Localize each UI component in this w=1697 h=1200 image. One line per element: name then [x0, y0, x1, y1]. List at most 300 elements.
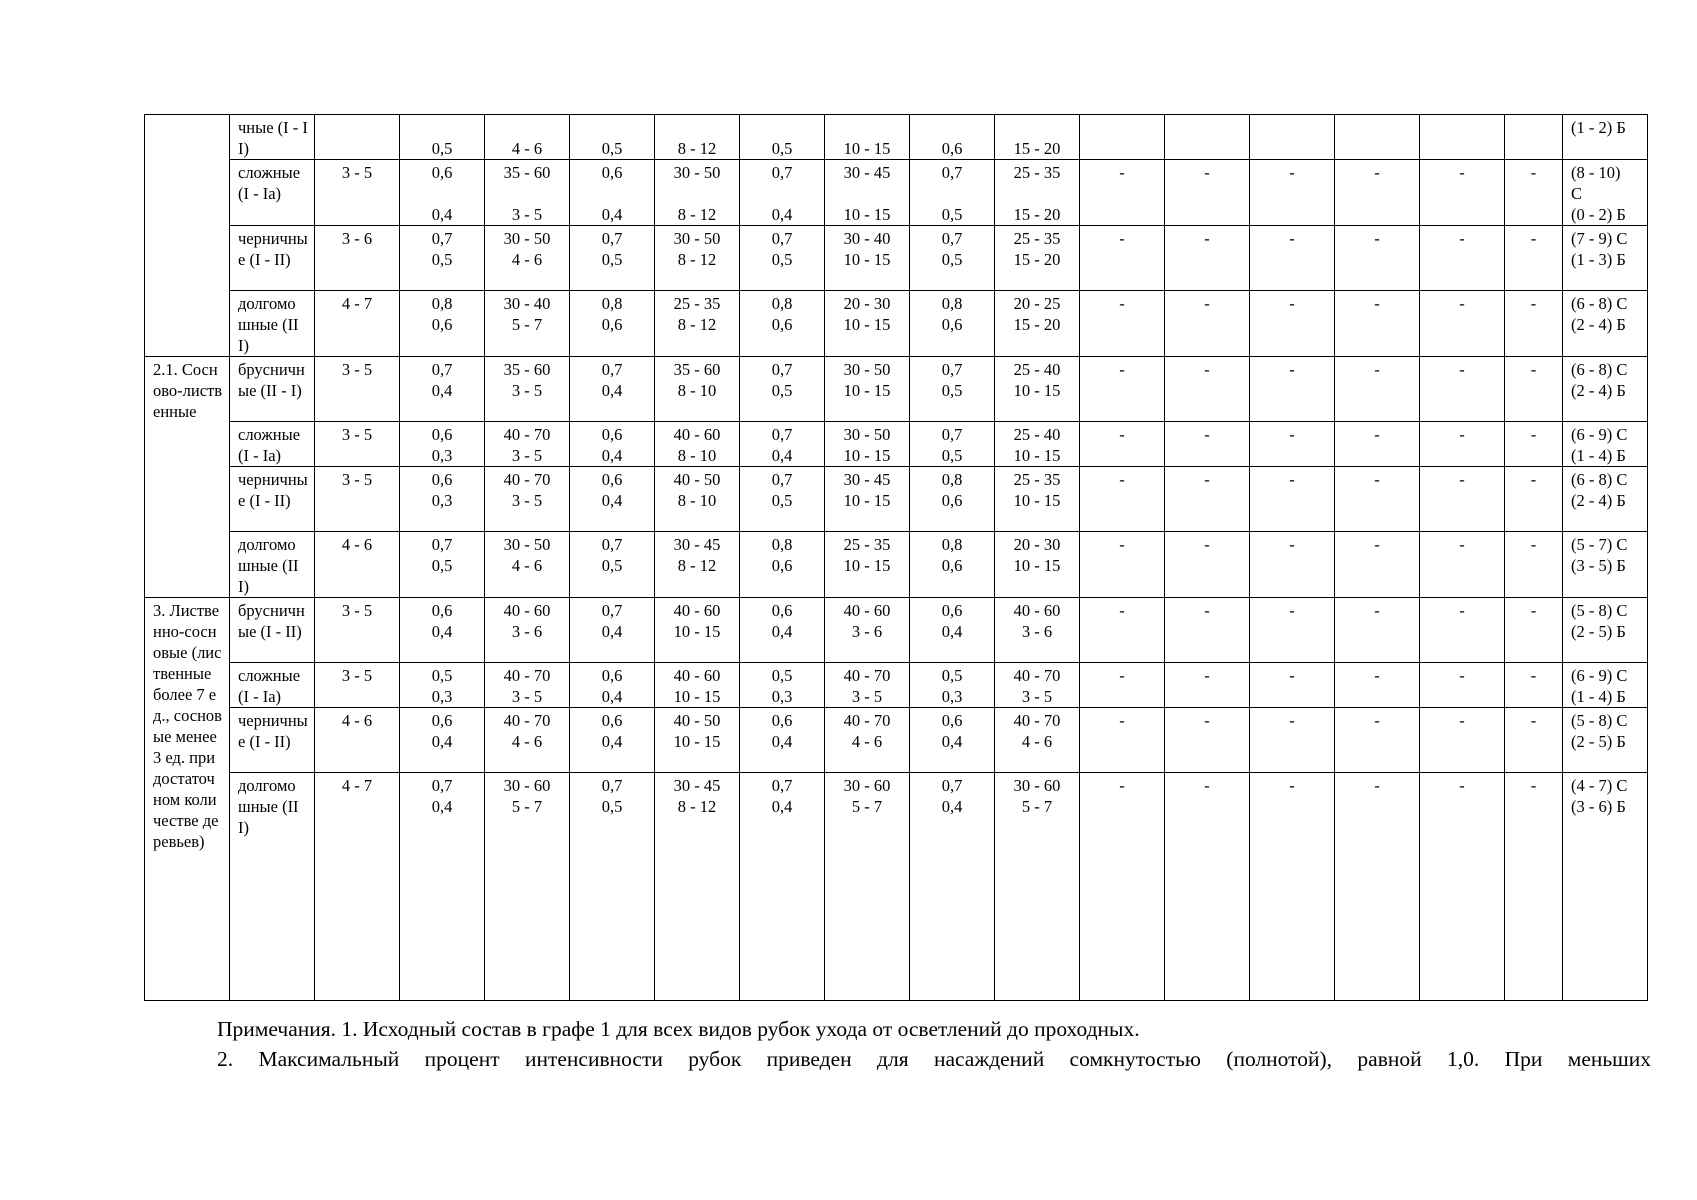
table-row [145, 357, 1697, 422]
dash-cell [1250, 160, 1335, 226]
cell-line: 40 - 70 [503, 666, 551, 685]
value-cell [570, 422, 655, 467]
cell-line: 3 - 6 [511, 622, 543, 641]
cell-line: 25 - 40 [1013, 360, 1061, 379]
dash-cell [1505, 467, 1563, 532]
cell-line: 40 - 70 [843, 711, 891, 730]
cell-line: 5 - 7 [851, 797, 883, 816]
age-cell [315, 708, 400, 773]
value-cell [400, 115, 485, 160]
composition-cell [1563, 226, 1648, 291]
dash-value: - [1204, 535, 1210, 554]
age-cell [315, 160, 400, 226]
forest-type-cell [230, 663, 315, 708]
value-cell [740, 291, 825, 357]
value-cell [740, 663, 825, 708]
dash-value: - [1530, 711, 1537, 730]
table-row [145, 467, 1697, 532]
cell-line: 35 - 60 [673, 360, 721, 379]
dash-cell [1505, 663, 1563, 708]
cell-line: (6 - 8) С [1571, 294, 1628, 313]
cell-line: 0,8 [941, 535, 963, 554]
dash-cell [1335, 115, 1420, 160]
value-cell [825, 422, 910, 467]
cell-line: 0,8 [431, 294, 453, 313]
cell-line [572, 117, 652, 138]
dash-value: - [1530, 360, 1537, 379]
value-cell [995, 422, 1080, 467]
value-cell [485, 422, 570, 467]
dash-value: - [1374, 425, 1380, 444]
cell-line: 0,6 [941, 556, 963, 575]
forest-type-cell [230, 115, 315, 160]
cell-line: (6 - 8) С [1571, 470, 1628, 489]
value-cell [400, 357, 485, 422]
age-value: 3 - 5 [341, 470, 373, 489]
cell-line: 0,6 [431, 470, 453, 489]
cell-line: 0,7 [771, 163, 793, 182]
note-line-1: Примечания. 1. Исходный состав в графе 1 для всех видов рубок ухода от осветлений до проходных. [217, 1017, 1140, 1041]
dash-value: - [1530, 601, 1537, 620]
composition-cell [1563, 663, 1648, 708]
cell-line: (2 - 4) Б [1571, 315, 1626, 334]
dash-cell [1505, 357, 1563, 422]
cell-line: (6 - 8) С [1571, 360, 1628, 379]
value-cell [740, 422, 825, 467]
cell-line: 0,4 [431, 797, 453, 816]
dash-value: - [1119, 776, 1125, 795]
cell-line [997, 117, 1077, 138]
cell-line: 40 - 70 [1013, 711, 1061, 730]
dash-cell [1165, 160, 1250, 226]
cell-line: 3 - 6 [1021, 622, 1053, 641]
value-cell [400, 773, 485, 1001]
dash-value: - [1119, 711, 1125, 730]
cell-line: (7 - 9) С [1571, 229, 1628, 248]
dash-cell [1250, 115, 1335, 160]
dash-value: - [1530, 229, 1537, 248]
cell-line: 8 - 10 [677, 381, 717, 400]
age-cell [315, 532, 400, 598]
dash-value: - [1530, 163, 1537, 182]
dash-cell [1165, 708, 1250, 773]
cell-line: 10 - 15 [843, 139, 891, 158]
cell-line: 15 - 20 [1013, 205, 1061, 224]
age-value: 4 - 7 [341, 776, 373, 795]
cell-line: 0,4 [771, 732, 793, 751]
cell-line: 0,6 [601, 425, 623, 444]
composition-cell [1563, 532, 1648, 598]
dash-cell [1165, 663, 1250, 708]
cell-line: 0,5 [431, 250, 453, 269]
dash-value: - [1374, 601, 1380, 620]
cell-line [742, 183, 822, 204]
cell-line: 0,5 [601, 250, 623, 269]
cell-line: 3 - 5 [511, 687, 543, 706]
cell-line: (1 - 4) Б [1571, 446, 1626, 465]
cell-line: 0,5 [771, 666, 793, 685]
cell-line: 8 - 12 [677, 315, 717, 334]
cell-line: 0,8 [771, 535, 793, 554]
cell-line: 8 - 12 [677, 205, 717, 224]
cell-line: 4 - 6 [511, 250, 543, 269]
value-cell [825, 160, 910, 226]
dash-cell [1165, 598, 1250, 663]
cell-line: 0,6 [431, 315, 453, 334]
age-value: 3 - 6 [341, 229, 373, 248]
dash-cell [1420, 115, 1505, 160]
dash-cell [1250, 357, 1335, 422]
age-cell [315, 226, 400, 291]
value-cell [570, 663, 655, 708]
cell-line: 0,5 [601, 139, 623, 158]
age-value: 3 - 5 [341, 360, 373, 379]
cell-line: 0,6 [601, 315, 623, 334]
cell-line: 10 - 15 [843, 205, 891, 224]
value-cell [570, 708, 655, 773]
value-cell [485, 773, 570, 1001]
cell-line: 0,7 [941, 229, 963, 248]
cell-line: 0,8 [941, 470, 963, 489]
dash-cell [1165, 532, 1250, 598]
cell-line: 4 - 6 [511, 556, 543, 575]
cell-line: 10 - 15 [673, 687, 721, 706]
cell-line [742, 117, 822, 138]
dash-cell [1080, 773, 1165, 1001]
age-value: 4 - 7 [341, 294, 373, 313]
cell-line: 0,5 [941, 666, 963, 685]
group-cell [145, 357, 230, 598]
cell-line: (2 - 5) Б [1571, 732, 1626, 751]
dash-value: - [1374, 470, 1380, 489]
cell-line: 10 - 15 [843, 250, 891, 269]
table-row [145, 115, 1697, 160]
cell-line: 35 - 60 [503, 360, 551, 379]
cell-line: 30 - 60 [1013, 776, 1061, 795]
cell-line: (6 - 9) С [1571, 666, 1628, 685]
cell-line: 0,6 [431, 425, 453, 444]
value-cell [825, 226, 910, 291]
cell-line: 0,8 [601, 294, 623, 313]
cell-line: 20 - 25 [1013, 294, 1061, 313]
cell-line: 4 - 6 [511, 139, 543, 158]
cell-line [402, 183, 482, 204]
note-line-2: 2. Максимальный процент интенсивности рубок приведен для насаждений сомкнутостью (полнотой), равной 1,0. При меньших [217, 1047, 1651, 1071]
dash-value: - [1204, 294, 1210, 313]
value-cell [825, 773, 910, 1001]
cell-line: 0,5 [941, 446, 963, 465]
dash-cell [1420, 598, 1505, 663]
dash-cell [1420, 357, 1505, 422]
value-cell [995, 467, 1080, 532]
dash-value: - [1374, 360, 1380, 379]
cell-line: 40 - 60 [673, 601, 721, 620]
group-label: 2.1. Сосново-лиственные [153, 360, 223, 421]
dash-cell [1165, 467, 1250, 532]
cell-line: 0,7 [431, 360, 453, 379]
value-cell [910, 773, 995, 1001]
cell-line: 0,5 [771, 381, 793, 400]
dash-cell [1505, 115, 1563, 160]
cell-line: 40 - 60 [843, 601, 891, 620]
cell-line: 0,4 [601, 732, 623, 751]
value-cell [570, 226, 655, 291]
cell-line: 0,7 [431, 535, 453, 554]
cell-line: 10 - 15 [1013, 491, 1061, 510]
dash-cell [1505, 291, 1563, 357]
dash-cell [1165, 115, 1250, 160]
dash-cell [1420, 708, 1505, 773]
value-cell [910, 663, 995, 708]
dash-value: - [1289, 294, 1295, 313]
cell-line: 40 - 70 [503, 470, 551, 489]
dash-value: - [1119, 470, 1125, 489]
forest-type-label: сложные (I - Ia) [238, 425, 305, 465]
forest-type-label: долгомошные (III) [238, 535, 299, 596]
cell-line: 30 - 50 [503, 229, 551, 248]
dash-cell [1335, 160, 1420, 226]
cell-line: 0,6 [771, 315, 793, 334]
cell-line: 0,4 [601, 446, 623, 465]
cell-line: 4 - 6 [511, 732, 543, 751]
value-cell [655, 598, 740, 663]
value-cell [655, 467, 740, 532]
dash-value: - [1289, 776, 1295, 795]
group-cell [145, 115, 230, 357]
age-value: 3 - 5 [341, 666, 373, 685]
cell-line: 0,4 [601, 622, 623, 641]
dash-value: - [1459, 163, 1465, 182]
forestry-table [144, 114, 1697, 1001]
dash-cell [1250, 773, 1335, 1001]
dash-cell [1080, 291, 1165, 357]
cell-line: 0,6 [601, 163, 623, 182]
value-cell [910, 357, 995, 422]
cell-line: 40 - 60 [1013, 601, 1061, 620]
value-cell [655, 291, 740, 357]
value-cell [570, 467, 655, 532]
value-cell [570, 357, 655, 422]
dash-cell [1505, 708, 1563, 773]
dash-cell [1505, 598, 1563, 663]
dash-cell [1505, 422, 1563, 467]
cell-line [487, 183, 567, 204]
cell-line: 40 - 50 [673, 470, 721, 489]
dash-value: - [1530, 425, 1537, 444]
value-cell [910, 467, 995, 532]
dash-cell [1080, 532, 1165, 598]
age-cell [315, 773, 400, 1001]
cell-line: 0,6 [431, 711, 453, 730]
table-row [145, 663, 1697, 708]
cell-line: 0,4 [941, 732, 963, 751]
value-cell [995, 663, 1080, 708]
age-cell [315, 663, 400, 708]
cell-line [997, 183, 1077, 204]
cell-line: 30 - 45 [673, 535, 721, 554]
cell-line: 30 - 50 [843, 425, 891, 444]
cell-line: 30 - 50 [673, 229, 721, 248]
cell-line: (5 - 8) С [1571, 601, 1628, 620]
table-row [145, 422, 1697, 467]
cell-line: 8 - 12 [677, 797, 717, 816]
table-row [145, 598, 1697, 663]
dash-value: - [1374, 711, 1380, 730]
value-cell [655, 226, 740, 291]
cell-line: 0,8 [941, 294, 963, 313]
cell-line: 10 - 15 [843, 315, 891, 334]
cell-line: 0,5 [771, 250, 793, 269]
cell-line: 4 - 6 [851, 732, 883, 751]
cell-line: 25 - 35 [843, 535, 891, 554]
cell-line: 30 - 45 [673, 776, 721, 795]
value-cell [740, 226, 825, 291]
dash-cell [1335, 467, 1420, 532]
cell-line: 0,7 [601, 535, 623, 554]
value-cell [910, 708, 995, 773]
dash-value: - [1289, 601, 1295, 620]
cell-line: 0,6 [771, 711, 793, 730]
cell-line: 0,5 [771, 139, 793, 158]
value-cell [400, 226, 485, 291]
dash-value: - [1459, 360, 1465, 379]
cell-line: 40 - 60 [673, 425, 721, 444]
value-cell [400, 663, 485, 708]
cell-line: 0,6 [601, 666, 623, 685]
value-cell [825, 291, 910, 357]
dash-value: - [1530, 470, 1537, 489]
group-label: 3. Лиственно-сосновые (лиственные более 7 ед., сосновые менее 3 ед. при достаточном количестве деревьев) [153, 601, 222, 851]
value-cell [570, 773, 655, 1001]
dash-value: - [1459, 601, 1465, 620]
value-cell [910, 598, 995, 663]
cell-line: 3 - 6 [851, 622, 883, 641]
dash-value: - [1204, 163, 1210, 182]
cell-line: 0,4 [771, 622, 793, 641]
cell-line: 25 - 35 [1013, 229, 1061, 248]
dash-value: - [1119, 601, 1125, 620]
value-cell [740, 467, 825, 532]
value-cell [570, 160, 655, 226]
dash-cell [1250, 598, 1335, 663]
dash-cell [1165, 291, 1250, 357]
value-cell [655, 422, 740, 467]
cell-line: 10 - 15 [673, 622, 721, 641]
cell-line: 0,7 [941, 425, 963, 444]
dash-cell [1505, 160, 1563, 226]
cell-line: 0,7 [771, 470, 793, 489]
cell-line: 0,4 [941, 797, 963, 816]
dash-cell [1250, 422, 1335, 467]
forest-type-label: сложные (I - Ia) [238, 666, 305, 706]
dash-cell [1420, 422, 1505, 467]
cell-line: 30 - 40 [843, 229, 891, 248]
cell-line: 40 - 60 [673, 666, 721, 685]
cell-line: 30 - 50 [503, 535, 551, 554]
dash-cell [1335, 291, 1420, 357]
dash-cell [1080, 422, 1165, 467]
cell-line: 0,7 [771, 425, 793, 444]
cell-line: 0,6 [941, 139, 963, 158]
value-cell [485, 357, 570, 422]
value-cell [995, 532, 1080, 598]
dash-cell [1420, 160, 1505, 226]
value-cell [995, 708, 1080, 773]
cell-line: 40 - 70 [843, 666, 891, 685]
value-cell [570, 291, 655, 357]
cell-line: 0,4 [601, 687, 623, 706]
value-cell [570, 115, 655, 160]
dash-value: - [1374, 535, 1380, 554]
cell-line: (1 - 2) Б [1571, 118, 1626, 137]
value-cell [485, 663, 570, 708]
dash-cell [1335, 663, 1420, 708]
dash-cell [1335, 532, 1420, 598]
dash-value: - [1530, 776, 1537, 795]
dash-cell [1420, 773, 1505, 1001]
value-cell [400, 598, 485, 663]
cell-line: 15 - 20 [1013, 315, 1061, 334]
cell-line: 0,3 [941, 687, 963, 706]
dash-value: - [1289, 470, 1295, 489]
dash-value: - [1459, 666, 1465, 685]
cell-line: 8 - 10 [677, 491, 717, 510]
cell-line: 40 - 70 [1013, 666, 1061, 685]
cell-line: 0,7 [771, 229, 793, 248]
value-cell [485, 598, 570, 663]
cell-line: 0,5 [941, 250, 963, 269]
value-cell [825, 357, 910, 422]
dash-value: - [1289, 711, 1295, 730]
cell-line: 0,4 [601, 381, 623, 400]
cell-line: (5 - 7) С [1571, 535, 1628, 554]
cell-line: 4 - 6 [1021, 732, 1053, 751]
table-row [145, 708, 1697, 773]
cell-line: 10 - 15 [843, 381, 891, 400]
value-cell [400, 532, 485, 598]
cell-line [657, 183, 737, 204]
age-cell [315, 291, 400, 357]
dash-value: - [1289, 229, 1295, 248]
composition-cell [1563, 708, 1648, 773]
cell-line: (3 - 5) Б [1571, 556, 1626, 575]
forest-type-label: черничные (I - II) [238, 229, 308, 269]
age-cell [315, 357, 400, 422]
value-cell [740, 160, 825, 226]
dash-value: - [1374, 776, 1380, 795]
cell-line: 0,4 [941, 622, 963, 641]
forest-type-cell [230, 357, 315, 422]
cell-line: 3 - 5 [511, 205, 543, 224]
age-value: 4 - 6 [341, 535, 373, 554]
age-value: 4 - 6 [341, 711, 373, 730]
composition-cell [1563, 773, 1648, 1001]
value-cell [485, 532, 570, 598]
dash-value: - [1119, 229, 1125, 248]
cell-line: 3 - 5 [511, 446, 543, 465]
forest-type-cell [230, 291, 315, 357]
cell-line [657, 117, 737, 138]
cell-line: 30 - 40 [503, 294, 551, 313]
dash-cell [1080, 226, 1165, 291]
cell-line: 0,7 [601, 229, 623, 248]
dash-cell [1250, 467, 1335, 532]
age-cell [315, 115, 400, 160]
cell-line: 0,3 [431, 491, 453, 510]
dash-cell [1250, 226, 1335, 291]
value-cell [400, 467, 485, 532]
cell-line: 10 - 15 [673, 732, 721, 751]
